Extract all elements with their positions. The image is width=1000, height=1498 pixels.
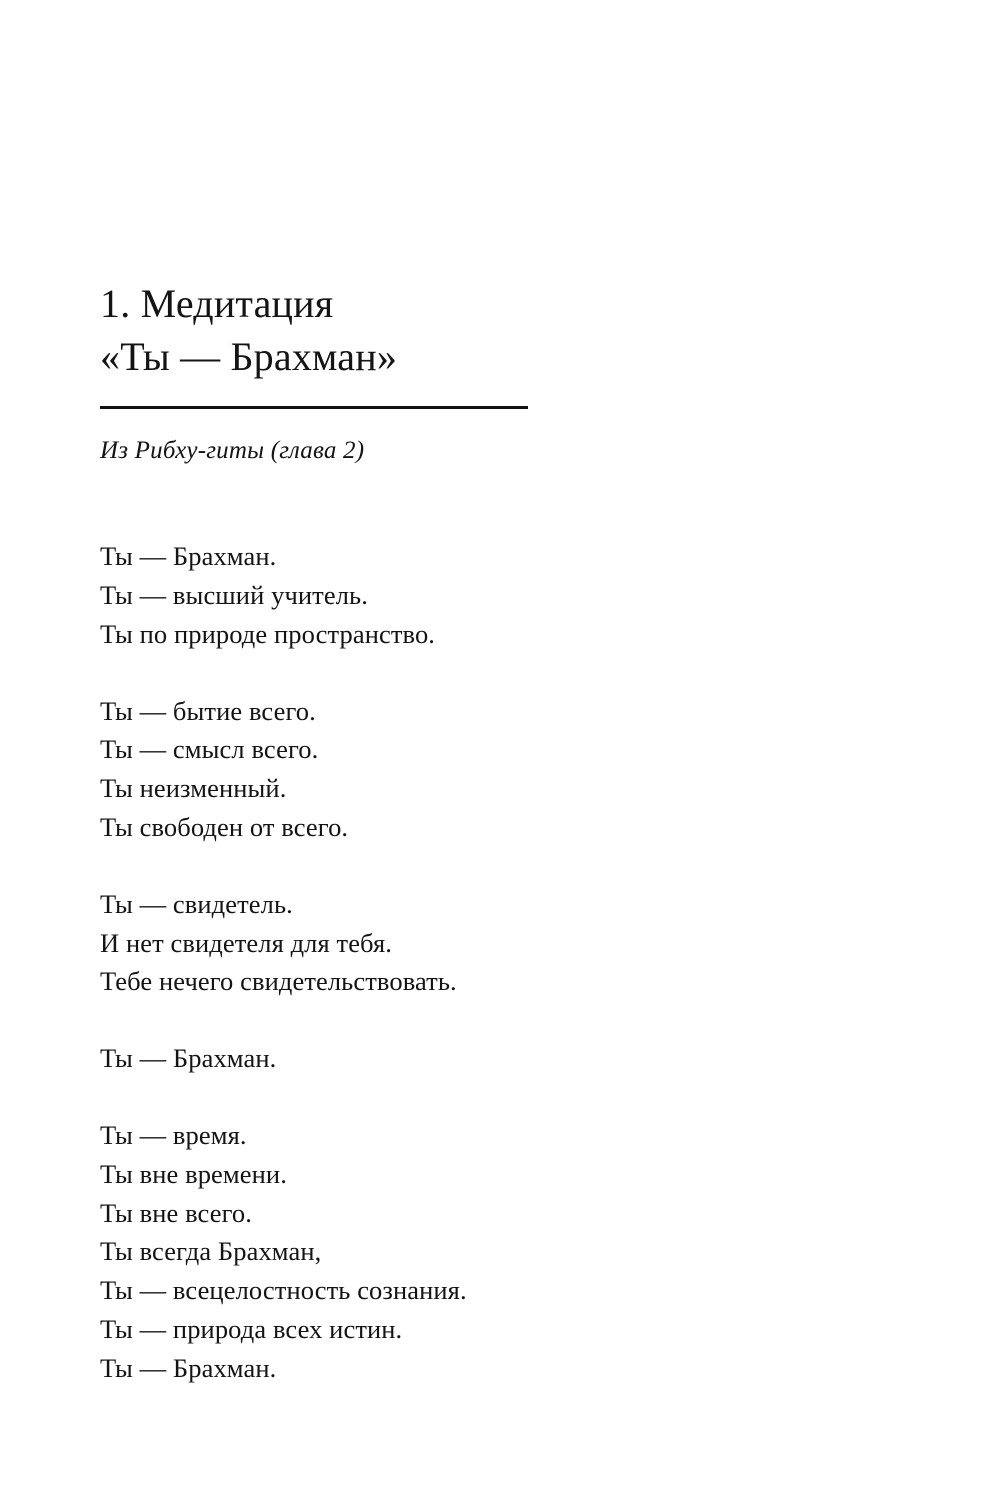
verse-line: Ты — Брахман.	[100, 1352, 277, 1383]
verse-line: И нет свидетеля для тебя.	[100, 927, 392, 958]
stanza	[100, 692, 860, 847]
chapter-title-line-1: 1. Медитация	[100, 281, 334, 326]
stanza	[100, 537, 860, 653]
verse-line: Ты — бытие всего.	[100, 695, 316, 726]
page-content	[100, 278, 860, 1388]
stanza	[100, 1116, 860, 1388]
verse-line: Ты вне всего.	[100, 1197, 252, 1228]
source-note: Из Рибху-гиты (глава 2)	[100, 436, 365, 464]
stanza	[100, 1039, 860, 1078]
page-title	[100, 278, 860, 384]
verse-line: Ты — природа всех истин.	[100, 1314, 403, 1345]
verse-line: Ты вне времени.	[100, 1158, 287, 1189]
verse-line: Ты по природе пространство.	[100, 618, 436, 649]
verse-line: Ты — время.	[100, 1120, 247, 1151]
verse-line: Ты — свидетель.	[100, 888, 293, 919]
verse-line: Ты неизменный.	[100, 773, 287, 804]
verse-line: Тебе нечего свидетельствовать.	[100, 966, 457, 997]
chapter-title-line-2: «Ты — Брахман»	[100, 333, 398, 379]
verse-line: Ты — высший учитель.	[100, 579, 368, 610]
verse-line: Ты свободен от всего.	[100, 811, 349, 842]
verse-line: Ты — Брахман.	[100, 541, 277, 572]
verse-line: Ты — Брахман.	[100, 1043, 277, 1074]
verse-line: Ты всегда Брахман,	[100, 1236, 322, 1267]
verse-line: Ты — смысл всего.	[100, 734, 319, 765]
verse-line: Ты — всецелостность сознания.	[100, 1275, 467, 1306]
verse-body	[100, 537, 860, 1388]
stanza	[100, 885, 860, 1001]
title-divider	[100, 406, 528, 409]
